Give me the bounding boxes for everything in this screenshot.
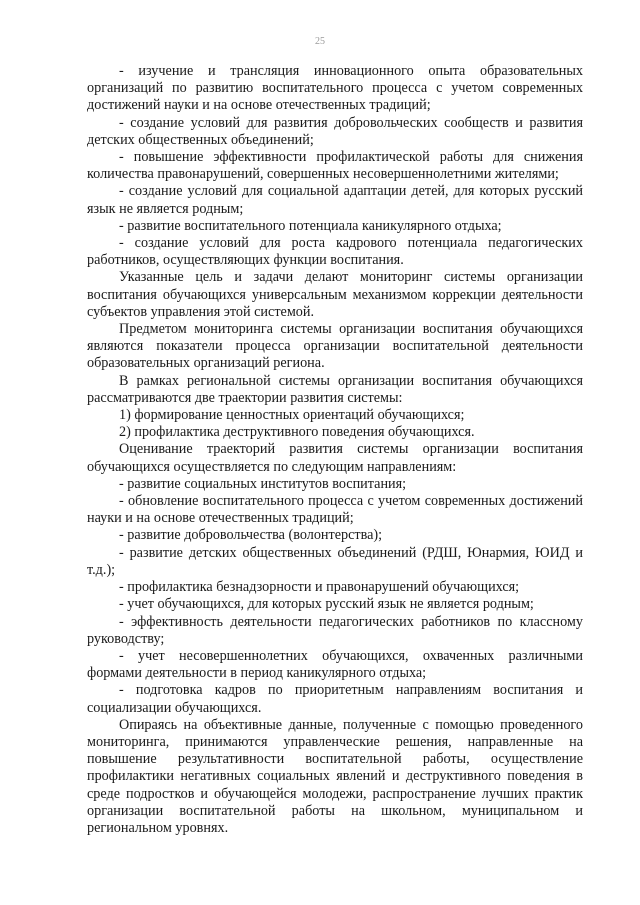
paragraph: - изучение и трансляция инновационного опыта образовательных организаций по развитию воспитательного процесса с учетом современных достижений науки и на основе отечественных традиций; (87, 63, 583, 114)
paragraph: - эффективность деятельности педагогических работников по классному руководству; (87, 613, 583, 647)
paragraph: 1) формирование ценностных ориентаций обучающихся; (119, 407, 465, 424)
paragraph: Предметом мониторинга системы организации воспитания обучающихся являются показатели процесса организации воспитательной деятельности образовательных организаций региона. (87, 321, 583, 372)
paragraph: - учет несовершеннолетних обучающихся, охваченных различными формами деятельности в период каникулярного отдыха; (87, 647, 583, 682)
paragraph: - создание условий для социальной адаптации детей, для которых русский язык не является родным; (87, 183, 583, 217)
paragraph: - обновление воспитательного процесса с учетом современных достижений науки и на основе отечественных традиций; (87, 493, 583, 527)
paragraph: - профилактика безнадзорности и правонарушений обучающихся; (119, 579, 520, 596)
paragraph: - создание условий для роста кадрового потенциала педагогических работников, осуществляющих функции воспитания. (87, 235, 583, 269)
paragraph: Указанные цель и задачи делают мониторинг системы организации воспитания обучающихся универсальным механизмом коррекции деятельности субъектов управления этой системой. (87, 269, 583, 320)
paragraph: - учет обучающихся, для которых русский язык не является родным; (119, 596, 534, 613)
paragraph: Опираясь на объективные данные, полученные с помощью проведенного мониторинга, принимаются управленческие решения, направленные на повышение результативности воспитательной работы, осуществление профилактики негативных социальных явлений и деструктивного поведения в среде подростков и обучающейся молодежи, распространение лучших практик организации воспитательной работы на школьном, муниципальном и региональном уровнях. (87, 716, 583, 836)
paragraph: 2) профилактика деструктивного поведения обучающихся. (119, 424, 475, 441)
paragraph: - создание условий для развития добровольческих сообществ и развития детских общественных объединений; (87, 114, 583, 148)
paragraph: - подготовка кадров по приоритетным направлениям воспитания и социализации обучающихся. (87, 682, 583, 716)
paragraph: - развитие социальных институтов воспитания; (119, 475, 407, 492)
paragraph: - развитие детских общественных объединений (РДШ, Юнармия, ЮИД и т.д.); (87, 544, 583, 578)
paragraph: Оценивание траекторий развития системы организации воспитания обучающихся осуществляется по следующим направлениям: (87, 441, 583, 475)
paragraph: В рамках региональной системы организации воспитания обучающихся рассматриваются две траектории развития системы: (87, 372, 583, 406)
paragraph: - повышение эффективности профилактической работы для снижения количества правонарушений, совершенных несовершеннолетними жителями; (87, 149, 583, 183)
paragraph: - развитие добровольчества (волонтерства); (119, 527, 383, 544)
body-text (87, 63, 583, 837)
page-number: 25 (315, 36, 325, 47)
paragraph: - развитие воспитательного потенциала каникулярного отдыха; (119, 217, 502, 234)
